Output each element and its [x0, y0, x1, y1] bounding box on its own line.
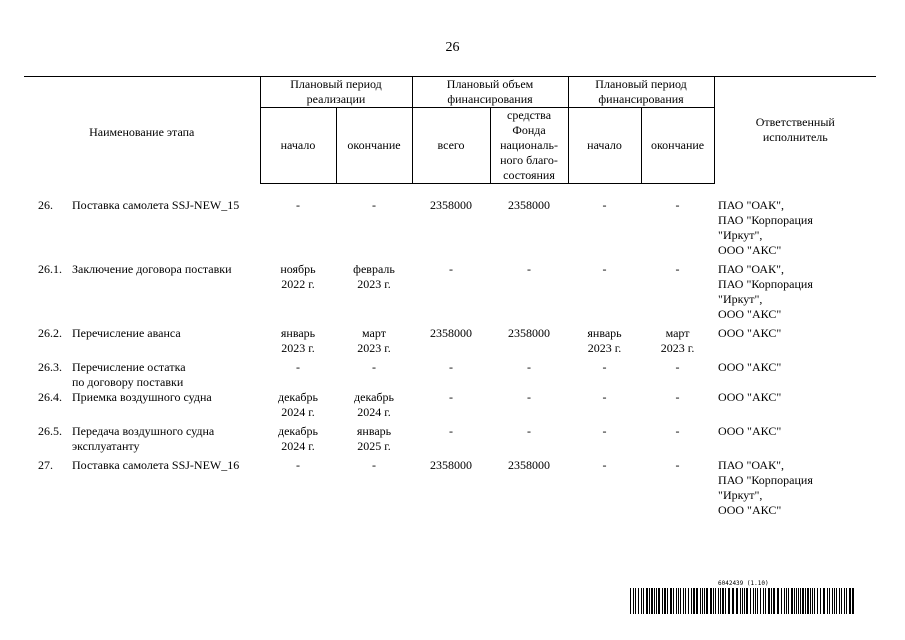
row-responsible: ООО "АКС": [718, 390, 782, 404]
barcode-bar: [693, 588, 695, 614]
row-fin-end: -: [675, 198, 680, 212]
barcode-bar: [817, 588, 818, 614]
row-fin-end: март 2023 г.: [660, 326, 695, 355]
barcode-bar: [849, 588, 851, 614]
barcode-bar: [676, 588, 677, 614]
row-responsible: ООО "АКС": [718, 360, 782, 374]
row-start: ноябрь 2022 г.: [280, 262, 316, 291]
row-number: 27.: [38, 458, 53, 472]
barcode-bar: [691, 588, 692, 614]
row-fin-end: -: [675, 390, 680, 404]
barcode-bar: [763, 588, 764, 614]
row-stage: [24, 458, 260, 522]
barcode-bar: [844, 588, 845, 614]
barcode-bar: [638, 588, 639, 614]
header-period-financing: Плановый период финансирования: [568, 77, 714, 108]
row-end: февраль 2023 г.: [353, 262, 395, 291]
barcode-bar: [696, 588, 698, 614]
row-responsible: ПАО "ОАК", ПАО "Корпорация "Иркут", ООО "АКС": [718, 198, 813, 257]
row-responsible: ПАО "ОАК", ПАО "Корпорация "Иркут", ООО "АКС": [718, 458, 813, 517]
barcode-bar: [814, 588, 815, 614]
row-number: 26.5.: [38, 424, 62, 438]
barcode-bar: [740, 588, 741, 614]
barcode-bar: [641, 588, 642, 614]
header-financing-volume: Плановый объем финансирования: [412, 77, 568, 108]
barcode-bar: [765, 588, 766, 614]
barcode-bar: [670, 588, 672, 614]
row-stage: [24, 262, 260, 326]
row-fund: 2358000: [508, 458, 551, 472]
row-fund: -: [527, 262, 532, 276]
barcode-bar: [722, 588, 724, 614]
row-fund: 2358000: [508, 198, 551, 212]
barcode-bars: [630, 588, 858, 614]
row-fin-start: январь 2023 г.: [587, 326, 622, 355]
barcode-bar: [700, 588, 701, 614]
barcode-bar: [777, 588, 779, 614]
barcode-bar: [718, 588, 719, 614]
row-number: 26.1.: [38, 262, 62, 276]
row-fin-start: -: [602, 424, 607, 438]
barcode-bar: [800, 588, 801, 614]
row-fund: -: [527, 390, 532, 404]
row-start: декабрь 2024 г.: [278, 390, 318, 419]
row-fin-end: -: [675, 262, 680, 276]
barcode-bar: [796, 588, 797, 614]
barcode-bar: [630, 588, 631, 614]
row-stage-name: Заключение договора поставки: [72, 262, 232, 276]
row-stage-name: Приемка воздушного судна: [72, 390, 212, 404]
stages-table: [24, 76, 876, 522]
row-end: -: [372, 360, 376, 374]
barcode-bar: [643, 588, 644, 614]
row-start: -: [296, 360, 300, 374]
barcode-bar: [633, 588, 634, 614]
row-stage: [24, 360, 260, 390]
row-stage-name: Перечисление аванса: [72, 326, 181, 340]
barcode-bar: [820, 588, 821, 614]
row-stage-name: Поставка самолета SSJ-NEW_15: [72, 198, 240, 212]
row-end: -: [372, 458, 376, 472]
barcode-bar: [750, 588, 751, 614]
row-fund: -: [527, 360, 532, 374]
row-stage: [24, 326, 260, 360]
row-end: март 2023 г.: [357, 326, 391, 355]
row-number: 26.3.: [38, 360, 62, 374]
barcode-bar: [683, 588, 684, 614]
barcode-bar: [788, 588, 789, 614]
row-stage-name: Передача воздушного судна эксплуатанту: [72, 424, 215, 453]
row-end: январь 2025 г.: [356, 424, 392, 453]
table-row: [24, 390, 876, 424]
barcode-bar: [742, 588, 743, 614]
barcode-bar: [846, 588, 847, 614]
barcode-bar: [720, 588, 721, 614]
row-total: 2358000: [430, 198, 473, 212]
barcode-bar: [802, 588, 804, 614]
barcode-bar: [732, 588, 734, 614]
barcode-bar: [832, 588, 833, 614]
barcode-bar: [664, 588, 666, 614]
row-start: декабрь 2024 г.: [278, 424, 318, 453]
barcode-bar: [658, 588, 660, 614]
row-number: 26.2.: [38, 326, 62, 340]
barcode-bar: [768, 588, 770, 614]
barcode-bar: [715, 588, 716, 614]
barcode-label: 6042439 (1.10): [718, 580, 769, 587]
barcode-bar: [667, 588, 668, 614]
barcode-bar: [791, 588, 793, 614]
barcode-bar: [781, 588, 782, 614]
header-stage-name: Наименование этапа: [24, 77, 260, 184]
barcode-bar: [678, 588, 679, 614]
row-fin-start: -: [602, 198, 607, 212]
row-responsible: ПАО "ОАК", ПАО "Корпорация "Иркут", ООО "АКС": [718, 262, 813, 321]
barcode-bar: [755, 588, 756, 614]
barcode-bar: [760, 588, 761, 614]
table-row: [24, 198, 876, 262]
barcode-bar: [662, 588, 663, 614]
barcode-bar: [784, 588, 785, 614]
row-end: декабрь 2024 г.: [354, 390, 394, 419]
table-row: [24, 326, 876, 360]
row-stage: [24, 424, 260, 458]
barcode-bar: [829, 588, 830, 614]
barcode-bar: [635, 588, 636, 614]
row-fin-end: -: [675, 424, 680, 438]
barcode-bar: [704, 588, 705, 614]
row-stage: [24, 390, 260, 424]
table-row: [24, 360, 876, 390]
barcode-bar: [706, 588, 708, 614]
row-fin-end: -: [675, 458, 680, 472]
header-fund: средства Фонда националь- ного благо- состояния: [490, 108, 568, 184]
row-number: 26.: [38, 198, 53, 212]
header-end: окончание: [336, 108, 412, 184]
barcode: [630, 580, 858, 614]
row-responsible: ООО "АКС": [718, 326, 782, 340]
barcode-bar: [728, 588, 730, 614]
row-number: 26.4.: [38, 390, 62, 404]
row-fin-start: -: [602, 390, 607, 404]
barcode-bar: [713, 588, 714, 614]
barcode-bar: [807, 588, 809, 614]
barcode-bar: [823, 588, 825, 614]
barcode-bar: [786, 588, 787, 614]
header-start: начало: [260, 108, 336, 184]
barcode-bar: [746, 588, 748, 614]
row-total: -: [449, 390, 454, 404]
barcode-bar: [841, 588, 842, 614]
row-fund: 2358000: [508, 326, 551, 340]
table-row: [24, 424, 876, 458]
row-total: -: [449, 360, 454, 374]
barcode-bar: [834, 588, 835, 614]
barcode-bar: [680, 588, 681, 614]
row-stage-name: Перечисление остатка по договору поставки: [72, 360, 186, 389]
row-end: -: [372, 198, 376, 212]
table-row: [24, 458, 876, 522]
barcode-bar: [673, 588, 674, 614]
barcode-bar: [773, 588, 775, 614]
barcode-bar: [827, 588, 828, 614]
barcode-bar: [685, 588, 686, 614]
barcode-bar: [810, 588, 811, 614]
barcode-bar: [771, 588, 772, 614]
header-responsible: Ответственный исполнитель: [714, 77, 876, 184]
barcode-bar: [656, 588, 657, 614]
row-total: -: [449, 262, 454, 276]
barcode-bar: [794, 588, 795, 614]
header-fin-end: окончание: [641, 108, 714, 184]
row-start: -: [296, 198, 300, 212]
header-period-realization: Плановый период реализации: [260, 77, 412, 108]
barcode-bar: [702, 588, 703, 614]
barcode-bar: [725, 588, 726, 614]
table-row: [24, 262, 876, 326]
barcode-bar: [651, 588, 653, 614]
barcode-bar: [646, 588, 648, 614]
barcode-bar: [688, 588, 689, 614]
barcode-bar: [839, 588, 840, 614]
barcode-bar: [649, 588, 650, 614]
row-total: 2358000: [430, 458, 473, 472]
row-total: 2358000: [430, 326, 473, 340]
barcode-bar: [654, 588, 655, 614]
barcode-bar: [798, 588, 799, 614]
barcode-bar: [836, 588, 837, 614]
barcode-bar: [744, 588, 745, 614]
row-start: январь 2023 г.: [280, 326, 316, 355]
row-fund: -: [527, 424, 532, 438]
row-stage: [24, 198, 260, 262]
row-fin-start: -: [602, 360, 607, 374]
row-fin-start: -: [602, 458, 607, 472]
barcode-bar: [852, 588, 854, 614]
header-total: всего: [412, 108, 490, 184]
barcode-bar: [805, 588, 806, 614]
barcode-bar: [710, 588, 712, 614]
page-number: 26: [445, 40, 460, 55]
header-fin-start: начало: [568, 108, 641, 184]
row-start: -: [296, 458, 300, 472]
row-responsible: ООО "АКС": [718, 424, 782, 438]
row-stage-name: Поставка самолета SSJ-NEW_16: [72, 458, 240, 472]
barcode-bar: [753, 588, 754, 614]
row-total: -: [449, 424, 454, 438]
table-body: [24, 184, 876, 523]
barcode-bar: [736, 588, 738, 614]
barcode-bar: [757, 588, 758, 614]
barcode-bar: [812, 588, 813, 614]
row-fin-start: -: [602, 262, 607, 276]
row-fin-end: -: [675, 360, 680, 374]
